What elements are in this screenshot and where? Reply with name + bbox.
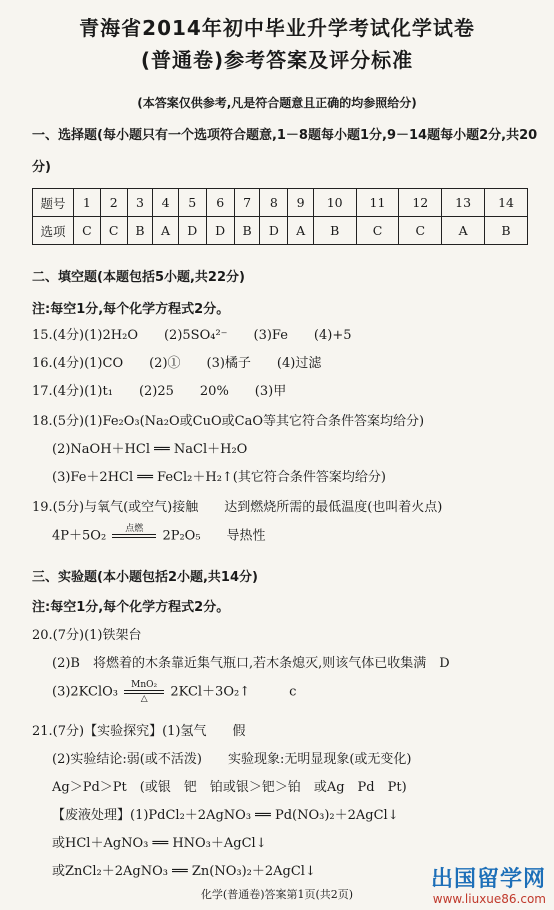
answer-line: 20.(7分)(1)铁架台 [32,628,142,643]
section2-note: 注:每空1分,每个化学方程式2分。 [32,302,230,317]
table-cell: C [356,217,399,245]
reaction-condition [112,524,156,548]
table-cell: 7 [234,189,260,217]
answer-line: 18.(5分)(1)Fe₂O₃(Na₂O或CuO或CaO等其它符合条件答案均给分) [32,414,425,429]
table-cell: A [153,217,178,245]
section3-note: 注:每空1分,每个化学方程式2分。 [32,600,230,615]
table-cell: B [127,217,153,245]
table-cell: 8 [260,189,288,217]
equation-left: (3)2KClO₃ [52,684,119,700]
answer-line: 15.(4分)(1)2H₂O (2)5SO₄²⁻ (3)Fe (4)+5 [32,328,352,343]
table-cell: 6 [206,189,234,217]
table-cell: A [442,217,485,245]
answer-line: 19.(5分)与氧气(或空气)接触 达到燃烧所需的最低温度(也叫着火点) [32,500,443,515]
page-footer: 化学(普通卷)答案第1页(共2页) [200,888,354,901]
answer-line: (3)Fe＋2HCl ══ FeCl₂＋H₂↑(其它符合条件答案均给分) [52,470,386,485]
answer-line: (2)实验结论:弱(或不活泼) 实验现象:无明显现象(或无变化) [52,752,412,767]
table-row-answers [33,217,528,245]
answer-line: 16.(4分)(1)CO (2)① (3)橘子 (4)过滤 [32,356,322,371]
page-title: 青海省2014年初中毕业升学考试化学试卷 [79,16,475,40]
table-cell: 2 [100,189,127,217]
table-cell: 12 [399,189,442,217]
table-cell: 11 [356,189,399,217]
watermark-name: 出国留学网 [430,867,546,892]
section3-heading: 三、实验题(本小题包括2小题,共14分) [32,570,258,585]
answer-line: 或HCl＋AgNO₃ ══ HNO₃＋AgCl↓ [52,836,267,851]
table-cell: D [206,217,234,245]
table-cell: 14 [485,189,528,217]
table-cell: 13 [442,189,485,217]
table-cell: D [178,217,206,245]
answer-line: 21.(7分)【实验探究】(1)氢气 假 [32,724,246,739]
table-cell: 4 [153,189,178,217]
answer-line: 或ZnCl₂＋2AgNO₃ ══ Zn(NO₃)₂＋2AgCl↓ [52,864,316,879]
answer-line: (2)B 将燃着的木条靠近集气瓶口,若木条熄灭,则该气体已收集满 D [52,656,450,671]
table-cell: 1 [74,189,101,217]
condition-label: 点燃 [125,524,144,534]
table-cell: A [288,217,313,245]
section1-heading: 一、选择题(每小题只有一个选项符合题意,1－8题每小题1分,9－14题每小题2分,共20 [32,128,538,143]
table-cell: C [100,217,127,245]
table-header-cell: 题号 [33,189,74,217]
table-header-cell: 选项 [33,217,74,245]
answer-line: (2)NaOH＋HCl ══ NaCl＋H₂O [52,442,248,457]
condition-heat: △ [140,694,148,704]
reaction-condition [124,680,164,704]
equation-line [52,680,534,704]
answer-line: Ag＞Pd＞Pt (或银 钯 铂或银＞钯＞铂 或Ag Pd Pt) [52,780,407,795]
section1-heading-cont: 分) [32,160,51,175]
page-subtitle: (普通卷)参考答案及评分标准 [140,48,414,72]
scoring-note: (本答案仅供参考,凡是符合题意且正确的均参照给分) [137,96,417,110]
table-cell: 10 [313,189,356,217]
answer-line: 【废液处理】(1)PdCl₂＋2AgNO₃ ══ Pd(NO₃)₂＋2AgCl↓ [52,808,399,823]
table-cell: 5 [178,189,206,217]
table-cell: 9 [288,189,313,217]
table-row-numbers [33,189,528,217]
watermark-url: www.liuxue86.com [432,892,546,906]
condition-catalyst: MnO₂ [131,680,158,690]
equation-right: 2P₂O₅ 导热性 [162,528,266,544]
table-cell: D [260,217,288,245]
table-cell: C [74,217,101,245]
table-cell: B [313,217,356,245]
table-cell: C [399,217,442,245]
answer-line: 17.(4分)(1)t₁ (2)25 20% (3)甲 [32,384,287,399]
table-cell: B [485,217,528,245]
table-cell: B [234,217,260,245]
equation-line [52,524,534,548]
table-cell: 3 [127,189,153,217]
equation-right: 2KCl＋3O₂↑ c [170,684,297,700]
watermark-logo [431,868,546,906]
answer-table [32,188,528,245]
section2-heading: 二、填空题(本题包括5小题,共22分) [32,270,245,285]
equation-left: 4P＋5O₂ [52,528,107,544]
